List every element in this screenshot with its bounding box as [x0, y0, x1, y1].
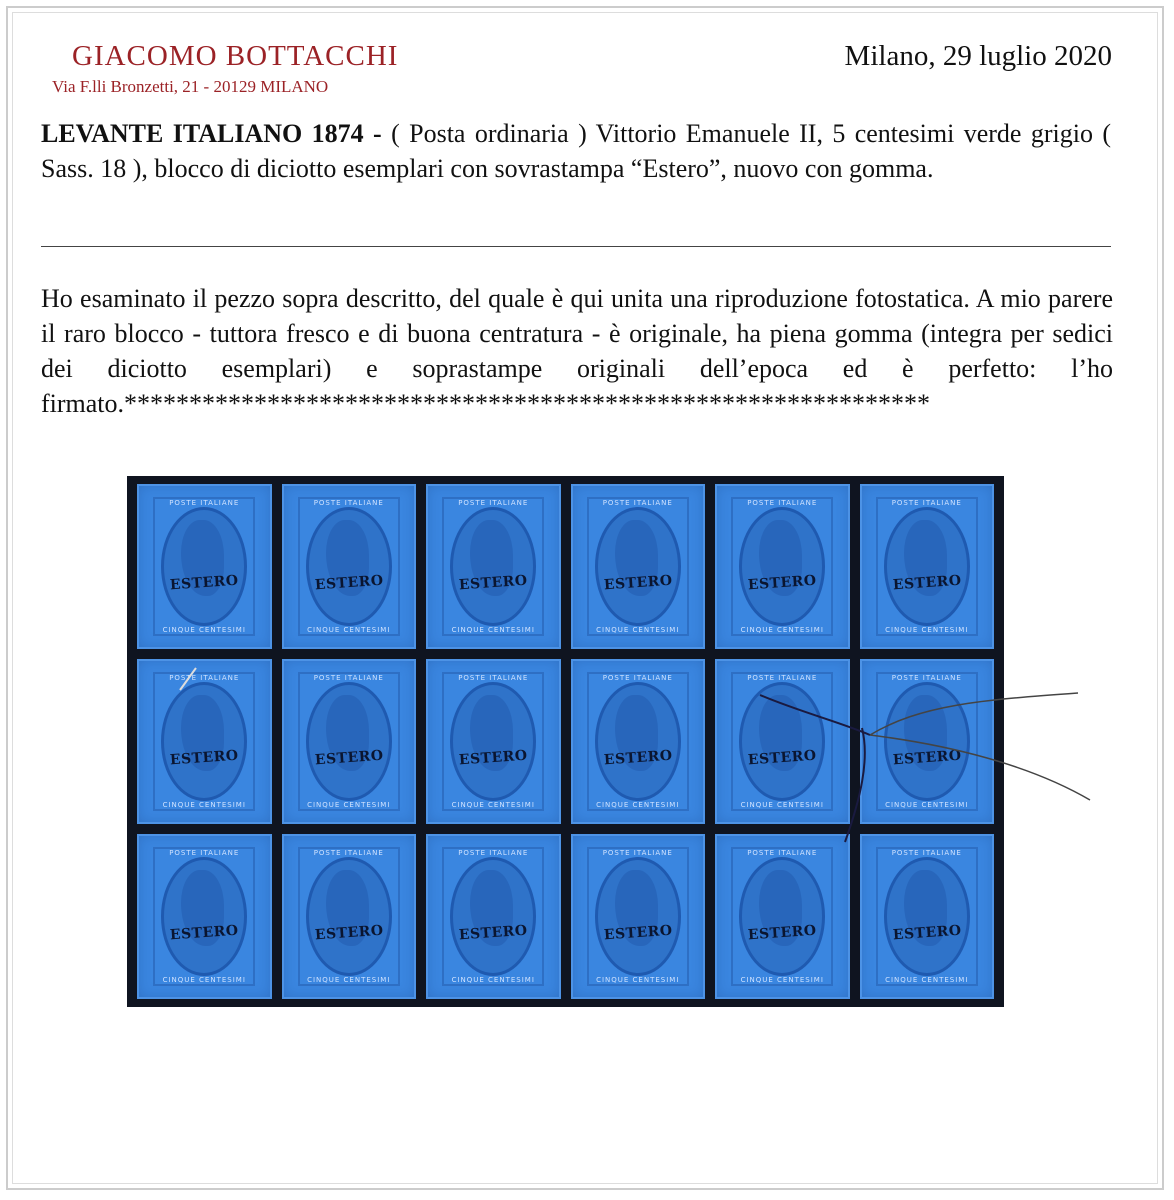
- stamp-bottom-legend: CINQUE CENTESIMI: [451, 801, 535, 810]
- stamp: [715, 659, 850, 824]
- stamp-bottom-legend: CINQUE CENTESIMI: [307, 626, 391, 635]
- stamp-block-photo: [127, 476, 1004, 1007]
- stamp: [282, 659, 417, 824]
- stamp-bottom-legend: CINQUE CENTESIMI: [596, 801, 680, 810]
- stamp-overprint: ESTERO: [602, 747, 673, 769]
- stamp-top-legend: POSTE ITALIANE: [169, 848, 240, 857]
- item-title: LEVANTE ITALIANO 1874 -: [41, 119, 382, 148]
- stamp-bottom-legend: CINQUE CENTESIMI: [885, 626, 969, 635]
- stamp-bottom-legend: CINQUE CENTESIMI: [162, 626, 246, 635]
- stamp: [571, 834, 706, 999]
- expert-name: GIACOMO BOTTACCHI: [72, 40, 399, 72]
- stamp-overprint: ESTERO: [313, 572, 384, 594]
- stamp-top-legend: POSTE ITALIANE: [313, 848, 384, 857]
- stamp-overprint: ESTERO: [891, 572, 962, 594]
- stamp: [137, 484, 272, 649]
- stamp-overprint: ESTERO: [891, 747, 962, 769]
- expert-address: Via F.lli Bronzetti, 21 - 20129 MILANO: [52, 77, 329, 96]
- stamp-overprint: ESTERO: [313, 922, 384, 944]
- certificate-date: Milano, 29 luglio 2020: [844, 40, 1112, 72]
- stamp: [426, 834, 561, 999]
- stamp-top-legend: POSTE ITALIANE: [313, 673, 384, 682]
- stamp-top-legend: POSTE ITALIANE: [602, 498, 673, 507]
- stamp-overprint: ESTERO: [169, 747, 240, 769]
- stamp: [282, 484, 417, 649]
- stamp-top-legend: POSTE ITALIANE: [458, 498, 529, 507]
- stamp-bottom-legend: CINQUE CENTESIMI: [162, 976, 246, 985]
- item-description: [41, 116, 1111, 186]
- stamp: [571, 659, 706, 824]
- stamp-bottom-legend: CINQUE CENTESIMI: [885, 801, 969, 810]
- stamp-bottom-legend: CINQUE CENTESIMI: [885, 976, 969, 985]
- stamp-top-legend: POSTE ITALIANE: [602, 673, 673, 682]
- stamp-top-legend: POSTE ITALIANE: [169, 673, 240, 682]
- stamp: [137, 834, 272, 999]
- stamp-bottom-legend: CINQUE CENTESIMI: [596, 626, 680, 635]
- stamp-overprint: ESTERO: [747, 747, 818, 769]
- stamp-bottom-legend: CINQUE CENTESIMI: [451, 626, 535, 635]
- stamp-overprint: ESTERO: [747, 572, 818, 594]
- stamp: [426, 484, 561, 649]
- stamp: [860, 484, 995, 649]
- stamp-bottom-legend: CINQUE CENTESIMI: [451, 976, 535, 985]
- stamp-bottom-legend: CINQUE CENTESIMI: [307, 801, 391, 810]
- stamp-top-legend: POSTE ITALIANE: [747, 848, 818, 857]
- stamp: [282, 834, 417, 999]
- stamp-bottom-legend: CINQUE CENTESIMI: [740, 626, 824, 635]
- stamp-top-legend: POSTE ITALIANE: [891, 673, 962, 682]
- stamp-bottom-legend: CINQUE CENTESIMI: [162, 801, 246, 810]
- stamp: [137, 659, 272, 824]
- stamp: [860, 659, 995, 824]
- stamp: [715, 484, 850, 649]
- stamp: [715, 834, 850, 999]
- stamp-overprint: ESTERO: [747, 922, 818, 944]
- stamp-bottom-legend: CINQUE CENTESIMI: [740, 801, 824, 810]
- stamp-top-legend: POSTE ITALIANE: [313, 498, 384, 507]
- stamp-top-legend: POSTE ITALIANE: [169, 498, 240, 507]
- stamp-bottom-legend: CINQUE CENTESIMI: [307, 976, 391, 985]
- stamp: [571, 484, 706, 649]
- stamp-top-legend: POSTE ITALIANE: [891, 498, 962, 507]
- stamp-overprint: ESTERO: [891, 922, 962, 944]
- stamp: [426, 659, 561, 824]
- expert-opinion: Ho esaminato il pezzo sopra descritto, del quale è qui unita una riproduzione fotostatica. A mio parere il raro blocco - tuttora fresco e di buona centratura - è originale, ha piena gomma (integra per sedici dei diciotto esemplari) e soprastampe originali dell’epoca ed è perfetto: l’ho firmato.**************************************************************: [41, 284, 1113, 418]
- item-details: ( Posta ordinaria ) Vittorio Emanuele II, 5 centesimi verde grigio ( Sass. 18 ), blocco di diciotto esemplari con sovrastampa “Estero”, nuovo con gomma.: [41, 119, 1112, 183]
- stamp-top-legend: POSTE ITALIANE: [747, 673, 818, 682]
- stamp-overprint: ESTERO: [169, 572, 240, 594]
- stamp: [860, 834, 995, 999]
- stamp-top-legend: POSTE ITALIANE: [458, 673, 529, 682]
- divider-line: [41, 246, 1111, 247]
- stamp-top-legend: POSTE ITALIANE: [891, 848, 962, 857]
- stamp-overprint: ESTERO: [169, 922, 240, 944]
- stamp-overprint: ESTERO: [602, 922, 673, 944]
- stamp-bottom-legend: CINQUE CENTESIMI: [596, 976, 680, 985]
- stamp-overprint: ESTERO: [313, 747, 384, 769]
- stamp-overprint: ESTERO: [458, 747, 529, 769]
- stamp-top-legend: POSTE ITALIANE: [602, 848, 673, 857]
- stamp-top-legend: POSTE ITALIANE: [458, 848, 529, 857]
- stamp-bottom-legend: CINQUE CENTESIMI: [740, 976, 824, 985]
- stamp-overprint: ESTERO: [602, 572, 673, 594]
- stamp-overprint: ESTERO: [458, 922, 529, 944]
- stamp-top-legend: POSTE ITALIANE: [747, 498, 818, 507]
- stamp-overprint: ESTERO: [458, 572, 529, 594]
